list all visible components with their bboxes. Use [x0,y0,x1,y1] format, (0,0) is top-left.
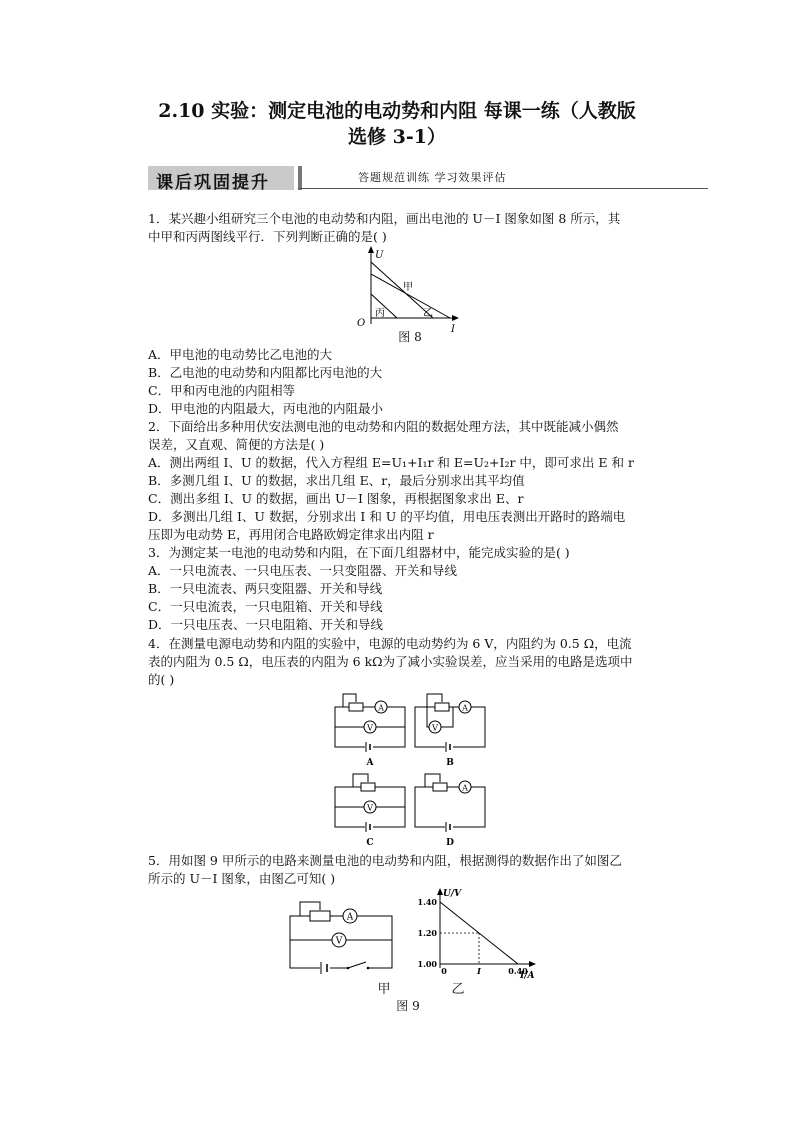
circuit-b-label: B [446,758,454,768]
q3-option-c: C．一只电流表，一只电阻箱、开关和导线 [148,599,383,614]
rheostat-b [435,703,449,711]
ammeter-d-label: A [462,783,468,793]
q2-option-a: A．测出两组 I、U 的数据，代入方程组 E=U₁+I₁r 和 E=U₂+I₂r 中，即可求出 E 和 r [148,455,634,470]
circuit-d-label: D [446,838,454,848]
circuit-b [413,690,489,768]
fig9-xtick-label: 0.40 [508,966,528,976]
figure-9-graph [408,882,544,982]
fig8-yi-label: 乙 [423,308,433,319]
fig8-i-label: I [451,324,455,334]
voltmeter-b-label: V [432,723,438,733]
fig8-u-arrow [368,246,374,253]
circuit-a-label: A [366,758,374,768]
q1-stem-line2: 中甲和丙两图线平行．下列判断正确的是( ) [148,229,387,244]
circuit-d [413,770,489,848]
fig9-yi-label: 乙 [451,982,465,997]
section-banner [148,166,708,193]
q2-option-b: B．多测几组 I、U 的数据，求出几组 E、r，最后分别求出其平均值 [148,473,525,488]
fig9-caption: 图 9 [396,999,420,1013]
figure-9-circuit [286,896,398,980]
q1-option-c: C．甲和丙电池的内阻相等 [148,383,296,398]
q4-stem-line1: 4．在测量电源电动势和内阻的实验中，电源的电动势约为 6 V，内阻约为 0.5 Ω，电流 [148,636,632,651]
fig8-bing-label: 丙 [375,308,385,319]
q1-stem-line1: 1．某兴趣小组研究三个电池的电动势和内阻，画出电池的 U－I 图象如图 8 所示，其 [148,211,621,226]
q2-option-c: C．测出多组 I、U 的数据，画出 U－I 图象，再根据图象求出 E、r [148,491,524,506]
fig9-xtick-label: I [477,966,481,976]
fig9-ylabel: U/V [443,889,462,899]
q5-stem-line2: 所示的 U－I 图象，由图乙可知( ) [148,871,336,886]
banner-subtitle: 答题规范训练 学习效果评估 [358,171,507,184]
q4-stem-line3: 的( ) [148,672,175,687]
circuit-c-label: C [366,838,374,848]
q1-option-d: D．甲电池的内阻最大，丙电池的内阻最小 [148,401,384,416]
fig9-ytick-label: 1.40 [417,897,437,907]
q4-stem-line2: 表的内阻为 0.5 Ω，电压表的内阻为 6 kΩ为了减小实验误差，应当采用的电路是选项中 [148,654,633,669]
fig9-xtick-label: 0 [441,966,447,976]
banner-underline [298,188,708,189]
q3-option-d: D．一只电压表、一只电阻箱、开关和导线 [148,617,384,632]
page-title-line2: 选修 3-1） [348,126,446,148]
fig8-i-arrow [452,315,459,321]
rheostat-d [433,783,447,791]
q2-stem-line1: 2．下面给出多种用伏安法测电池的电动势和内阻的数据处理方法，其中既能减小偶然 [148,419,619,434]
fig9-ammeter-label: A [346,912,354,923]
banner-label: 课后巩固提升 [156,173,270,193]
q2-stem-line2: 误差，又直观、简便的方法是( ) [148,437,325,452]
q3-option-b: B．一只电流表、两只变阻器、开关和导线 [148,581,383,596]
fig9-i-axis-arrow [529,961,536,967]
rheostat-c [361,783,375,791]
fig9-rheostat [310,911,330,921]
q1-option-a: A．甲电池的电动势比乙电池的大 [148,347,333,362]
voltmeter-c-label: V [367,803,373,813]
q3-option-a: A．一只电流表、一只电压表、一只变阻器、开关和导线 [148,563,458,578]
fig9-ytick-label: 1.20 [417,928,437,938]
ammeter-a-label: A [378,703,384,713]
banner-divider [298,166,302,190]
fig9-voltmeter-label: V [335,936,343,947]
voltmeter-a-label: V [367,723,373,733]
circuit-a [333,690,409,768]
figure-8-graph [355,244,465,334]
q3-stem: 3．为测定某一电池的电动势和内阻，在下面几组器材中，能完成实验的是( ) [148,545,570,560]
fig9-jia-label: 甲 [377,982,391,997]
fig8-origin-label: O [357,318,366,329]
fig8-u-label: U [375,250,384,261]
fig8-caption: 图 8 [398,330,422,344]
q5-stem-line1: 5．用如图 9 甲所示的电路来测量电池的电动势和内阻，根据测得的数据作出了如图乙 [148,853,622,868]
q2-option-d-line1: D．多测出几组 I、U 数据，分别求出 I 和 U 的平均值，用电压表测出开路时的路端电 [148,509,626,524]
ammeter-b-label: A [462,703,468,713]
fig8-jia-label: 甲 [403,282,413,293]
fig9-xlabel: I/A [520,971,535,981]
rheostat-a [349,703,363,711]
page-title-line1: 2.10 实验：测定电池的电动势和内阻 每课一练（人教版 [158,100,636,122]
fig9-ytick-label: 1.00 [417,959,437,969]
circuit-c [333,770,409,848]
q1-option-b: B．乙电池的电动势和内阻都比丙电池的大 [148,365,383,380]
q2-option-d-line2: 压即为电动势 E，再用闭合电路欧姆定律求出内阻 r [148,527,434,542]
